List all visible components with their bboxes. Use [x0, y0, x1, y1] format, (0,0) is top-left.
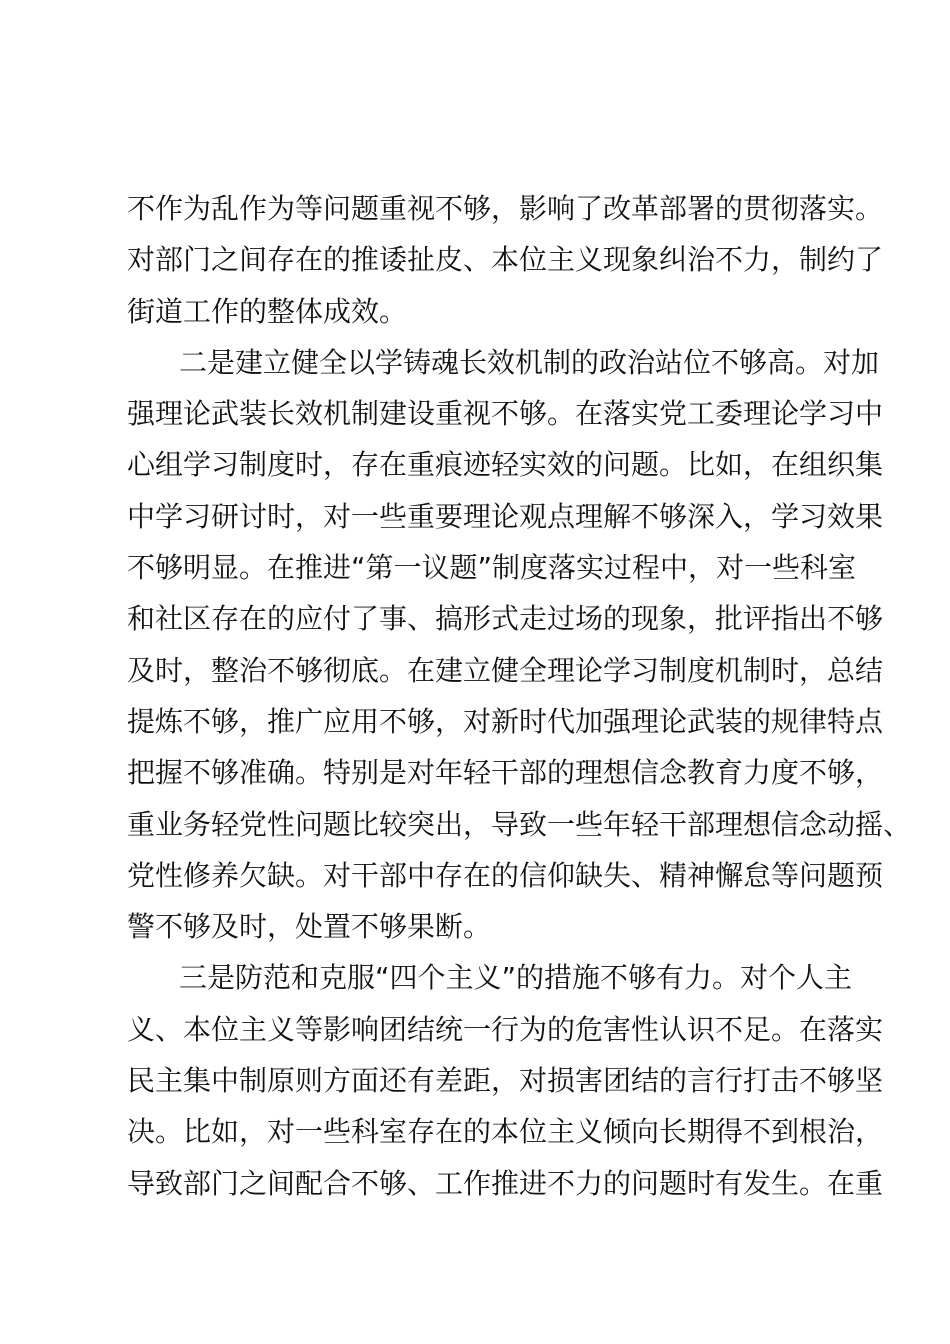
text-line: 不够明显。在推进“第一议题”制度落实过程中，对一些科室	[127, 551, 857, 585]
text-line: 心组学习制度时，存在重痕迹轻实效的问题。比如，在组织集	[127, 448, 884, 482]
text-line: 党性修养欠缺。对干部中存在的信仰缺失、精神懈怠等问题预	[127, 858, 884, 892]
text-line: 对部门之间存在的推诿扯皮、本位主义现象纠治不力，制约了	[127, 243, 884, 277]
text-line: 强理论武装长效机制建设重视不够。在落实党工委理论学习中	[127, 397, 884, 431]
text-line: 义、本位主义等影响团结统一行为的危害性认识不足。在落实	[127, 1012, 884, 1046]
paragraph-start-line: 三是防范和克服“四个主义”的措施不够有力。对个人主	[179, 961, 853, 995]
text-line: 警不够及时，处置不够果断。	[127, 910, 492, 944]
text-line: 街道工作的整体成效。	[127, 294, 408, 328]
paragraph-start-line: 二是建立健全以学铸魂长效机制的政治站位不够高。对加	[179, 345, 880, 379]
text-line: 决。比如，对一些科室存在的本位主义倾向长期得不到根治，	[127, 1115, 884, 1149]
text-line: 及时，整治不够彻底。在建立健全理论学习制度机制时，总结	[127, 653, 884, 687]
text-line: 把握不够准确。特别是对年轻干部的理想信念教育力度不够，	[127, 756, 884, 790]
body-text	[127, 183, 912, 1209]
text-line: 不作为乱作为等问题重视不够，影响了改革部署的贯彻落实。	[127, 192, 884, 225]
text-line: 提炼不够，推广应用不够，对新时代加强理论武装的规律特点	[127, 704, 884, 738]
text-line: 和社区存在的应付了事、搞形式走过场的现象，批评指出不够	[127, 602, 884, 636]
text-line: 重业务轻党性问题比较突出，导致一些年轻干部理想信念动摇、	[127, 807, 912, 841]
text-line: 中学习研讨时，对一些重要理论观点理解不够深入，学习效果	[127, 499, 884, 533]
text-line: 民主集中制原则方面还有差距，对损害团结的言行打击不够坚	[127, 1064, 884, 1098]
text-line: 导致部门之间配合不够、工作推进不力的问题时有发生。在重	[127, 1166, 884, 1200]
